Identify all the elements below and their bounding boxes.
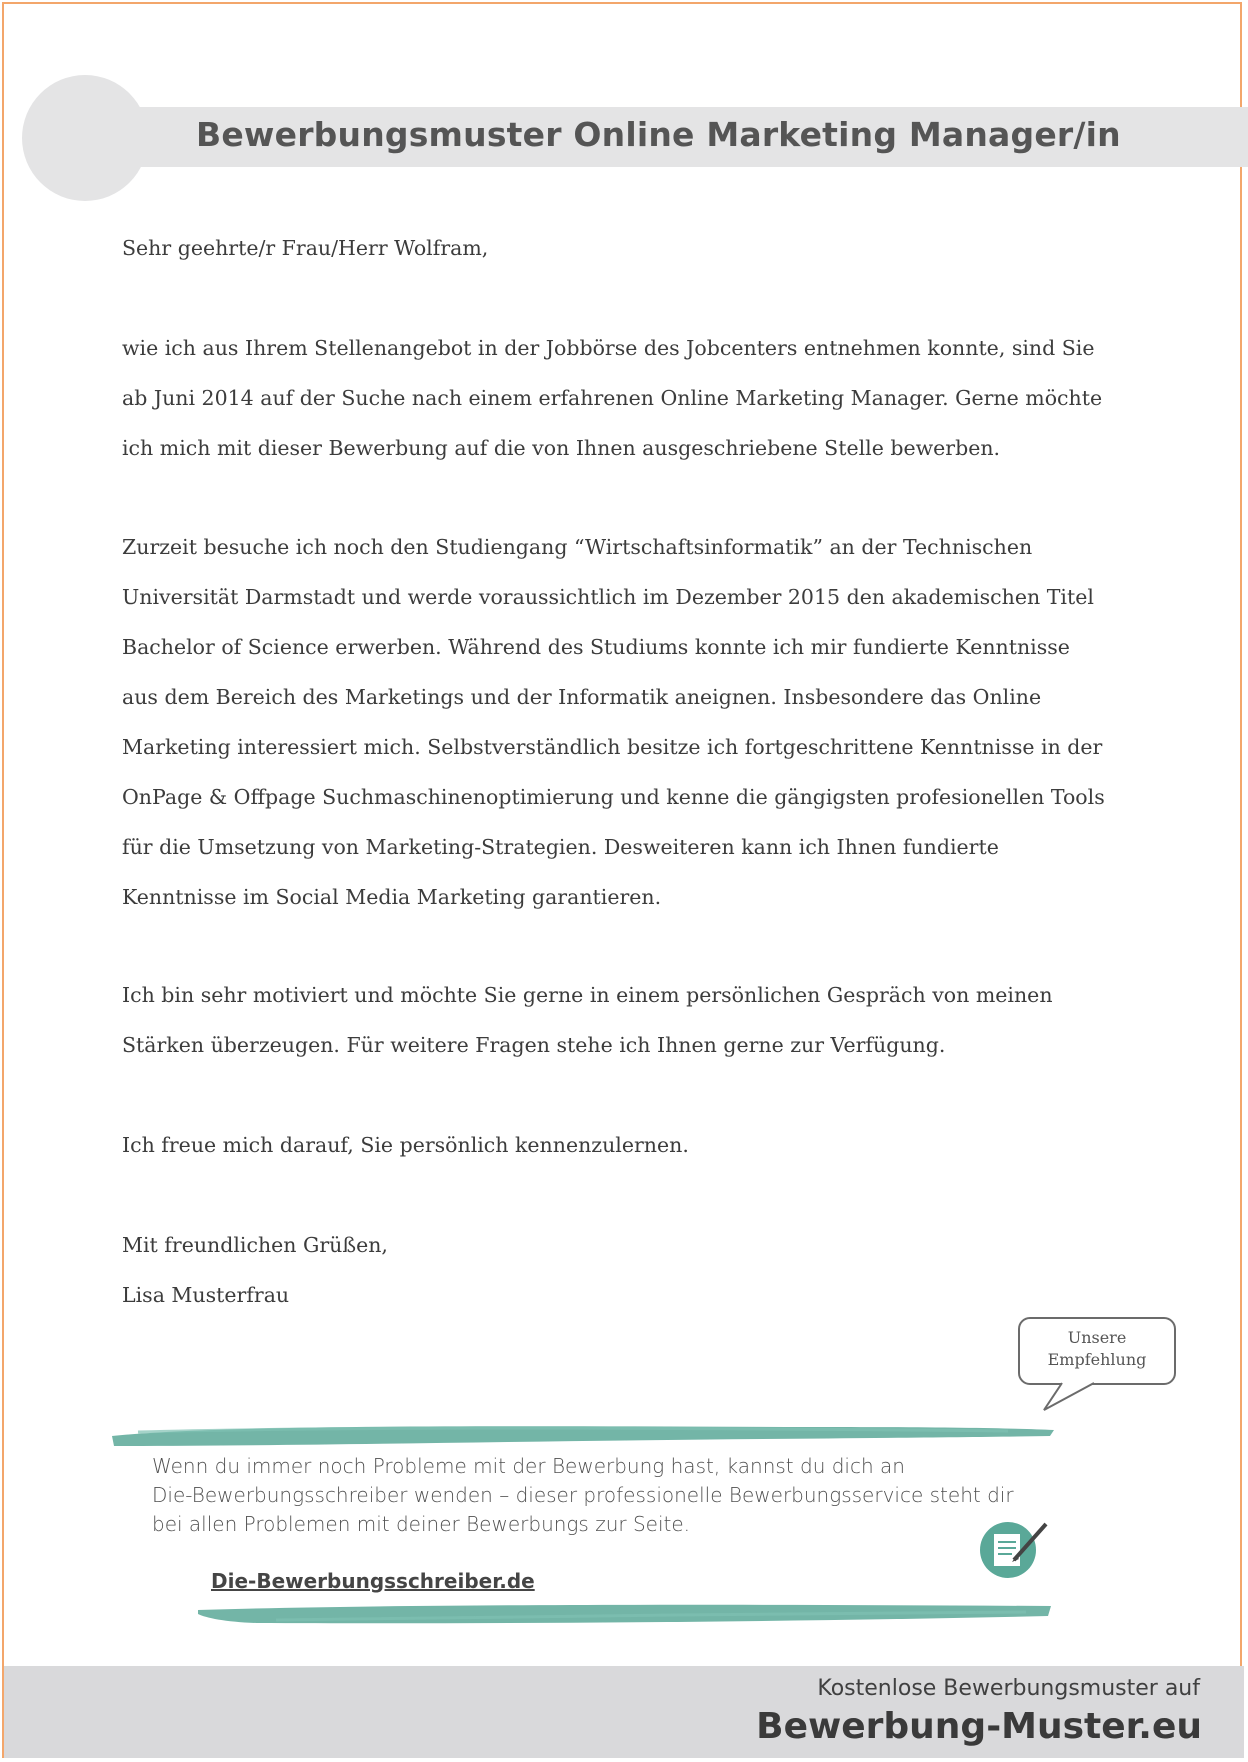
brush-stroke-bottom: [196, 1596, 1056, 1628]
recommendation-line: Wenn du immer noch Probleme mit der Bewerbung hast, kannst du dich an: [152, 1454, 905, 1478]
paragraph-line: Marketing interessiert mich. Selbstverständlich besitze ich fortgeschrittene Kenntnisse in der: [122, 735, 1103, 759]
letter-salutation: Sehr geehrte/r Frau/Herr Wolfram,: [122, 236, 489, 260]
letter-paragraph-4: Ich freue mich darauf, Sie persönlich kennenzulernen.: [122, 1133, 689, 1157]
letter-paragraph-1: [122, 323, 1132, 473]
paragraph-line: ab Juni 2014 auf der Suche nach einem erfahrenen Online Marketing Manager. Gerne möchte: [122, 386, 1103, 410]
letter-closing: Mit freundlichen Grüßen,: [122, 1233, 388, 1257]
paragraph-line: Kenntnisse im Social Media Marketing garantieren.: [122, 885, 662, 909]
bubble-line-1: Unsere: [1067, 1328, 1127, 1347]
paragraph-line: aus dem Bereich des Marketings und der Informatik aneignen. Insbesondere das Online: [122, 685, 1042, 709]
paragraph-line: Bachelor of Science erwerben. Während des Studiums konnte ich mir fundierte Kenntnisse: [122, 635, 1070, 659]
footer-tagline: Kostenlose Bewerbungsmuster auf: [817, 1676, 1200, 1701]
letter-signature: Lisa Musterfrau: [122, 1283, 290, 1307]
paragraph-line: Ich bin sehr motiviert und möchte Sie gerne in einem persönlichen Gespräch von meinen: [122, 983, 1053, 1007]
recommendation-line: bei allen Problemen mit deiner Bewerbungs zur Seite.: [152, 1512, 691, 1536]
document-pen-icon: [976, 1514, 1056, 1580]
recommendation-text: [152, 1452, 1072, 1539]
footer-site-name[interactable]: Bewerbung-Muster.eu: [756, 1706, 1202, 1747]
letter-paragraph-3: [122, 970, 1132, 1070]
paragraph-line: für die Umsetzung von Marketing-Strategien. Desweiteren kann ich Ihnen fundierte: [122, 835, 999, 859]
page-title: Bewerbungsmuster Online Marketing Manager/in: [196, 115, 1121, 154]
header-circle-decoration: [22, 75, 148, 201]
paragraph-line: ich mich mit dieser Bewerbung auf die von Ihnen ausgeschriebene Stelle bewerben.: [122, 436, 1001, 460]
paragraph-line: Universität Darmstadt und werde voraussichtlich im Dezember 2015 den akademischen Titel: [122, 585, 1094, 609]
bubble-line-2: Empfehlung: [1047, 1350, 1147, 1369]
recommendation-line: Die-Bewerbungsschreiber wenden – dieser professionelle Bewerbungsservice steht dir: [152, 1483, 1014, 1507]
recommendation-bubble: [1018, 1317, 1176, 1385]
speech-bubble-tail-icon: [1040, 1380, 1110, 1414]
brush-stroke-top: [108, 1418, 1058, 1450]
paragraph-line: Zurzeit besuche ich noch den Studiengang “Wirtschaftsinformatik” an der Technischen: [122, 535, 1033, 559]
bewerbungsschreiber-link[interactable]: Die-Bewerbungsschreiber.de: [211, 1569, 535, 1593]
paragraph-line: wie ich aus Ihrem Stellenangebot in der Jobbörse des Jobcenters entnehmen konnte, sind Sie: [122, 336, 1095, 360]
letter-paragraph-2: [122, 522, 1132, 922]
paragraph-line: Stärken überzeugen. Für weitere Fragen stehe ich Ihnen gerne zur Verfügung.: [122, 1033, 946, 1057]
paragraph-line: OnPage & Offpage Suchmaschinenoptimierung und kenne die gängigsten profesionellen Tools: [122, 785, 1105, 809]
